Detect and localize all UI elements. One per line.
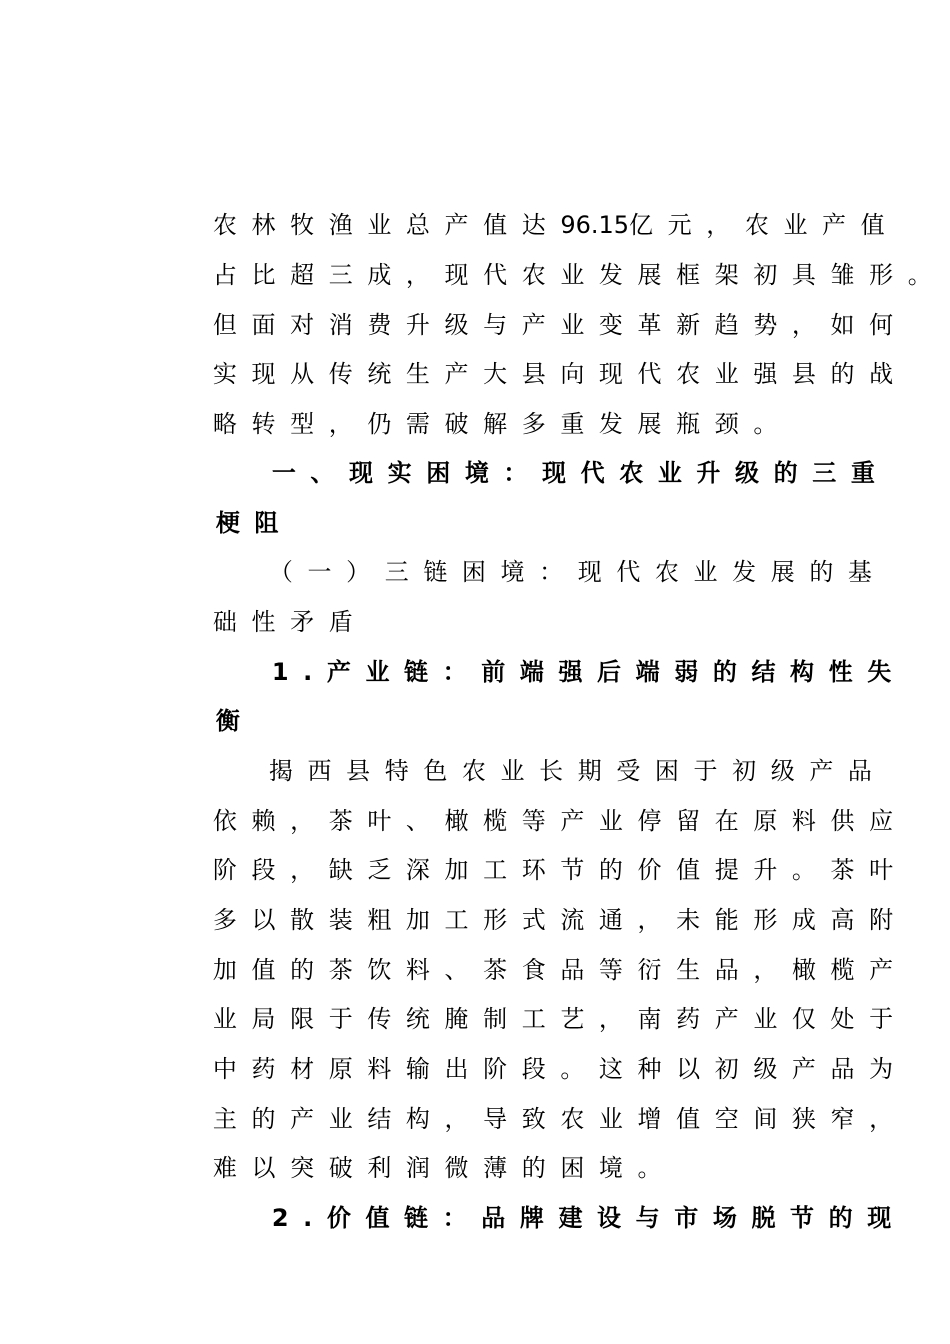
line-text-tail: 亿元，农业产值 [629,211,900,239]
paragraph-line-2 [124,200,950,289]
paragraph-line-14 [124,1093,950,1182]
heading-text: 1.产业链：前端强后端弱的结构性失 [271,658,906,686]
heading-text: 一、现实困境：现代农业升级的三重 [271,459,890,487]
line-text: 农林牧渔业总产值达 [212,211,561,239]
heading-text: 2.价值链：品牌建设与市场脱节的现 [271,1204,906,1232]
line-text: 实现从传统生产大县向现代农业强县的战 [212,360,908,388]
paragraph-line-10 [124,895,950,984]
heading-text: 梗阻 [215,509,294,537]
paragraph-line-13 [124,1044,950,1133]
line-text: 依赖，茶叶、橄榄等产业停留在原料供应 [212,807,908,835]
line-text: 主的产业结构，导致农业增值空间狭窄， [212,1105,908,1133]
paragraph-line-5 [124,349,950,438]
line-text: 但面对消费升级与产业变革新趋势，如何 [212,311,908,339]
paragraph-line-11 [124,944,950,1033]
point-heading-1-cont [124,646,950,735]
section-heading-1 [180,398,950,487]
subheading-text: （一）三链困境：现代农业发展的基 [268,558,887,586]
paragraph-line-3 [124,250,950,339]
section-heading-1-cont [124,448,950,537]
paragraph-line-4 [124,299,950,388]
paragraph-line-6 [180,696,950,785]
heading-text: 衡 [215,707,255,735]
line-text: 难以突破利润微薄的困境。 [212,1154,677,1182]
line-text: 多以散装粗加工形式流通，未能形成高附 [212,906,908,934]
subheading-text: 础性矛盾 [212,608,368,636]
line-text: 业局限于传统腌制工艺，南药产业仅处于 [212,1005,908,1033]
point-heading-1 [180,597,950,686]
paragraph-line-12 [124,994,950,1083]
point-heading-2 [180,1143,950,1232]
line-text: 中药材原料输出阶段。这种以初级产品为 [212,1055,908,1083]
line-number: 96.15 [560,211,630,239]
line-text: 阶段，缺乏深加工环节的价值提升。茶叶 [212,856,908,884]
line-text: 加值的茶饮料、茶食品等衍生品，橄榄产 [212,956,908,984]
line-text: 略转型，仍需破解多重发展瓶颈。 [212,410,792,438]
paragraph-line-1 [124,150,950,239]
paragraph-line-8 [124,795,950,884]
line-text: 占比超三成，现代农业发展框架初具雏形。 [212,261,947,289]
line-text: 揭西县特色农业长期受困于初级产品 [268,757,887,785]
subsection-heading-1 [180,497,950,586]
paragraph-line-9 [124,845,950,934]
subsection-heading-1-cont [124,547,950,636]
paragraph-line-7 [124,746,950,835]
